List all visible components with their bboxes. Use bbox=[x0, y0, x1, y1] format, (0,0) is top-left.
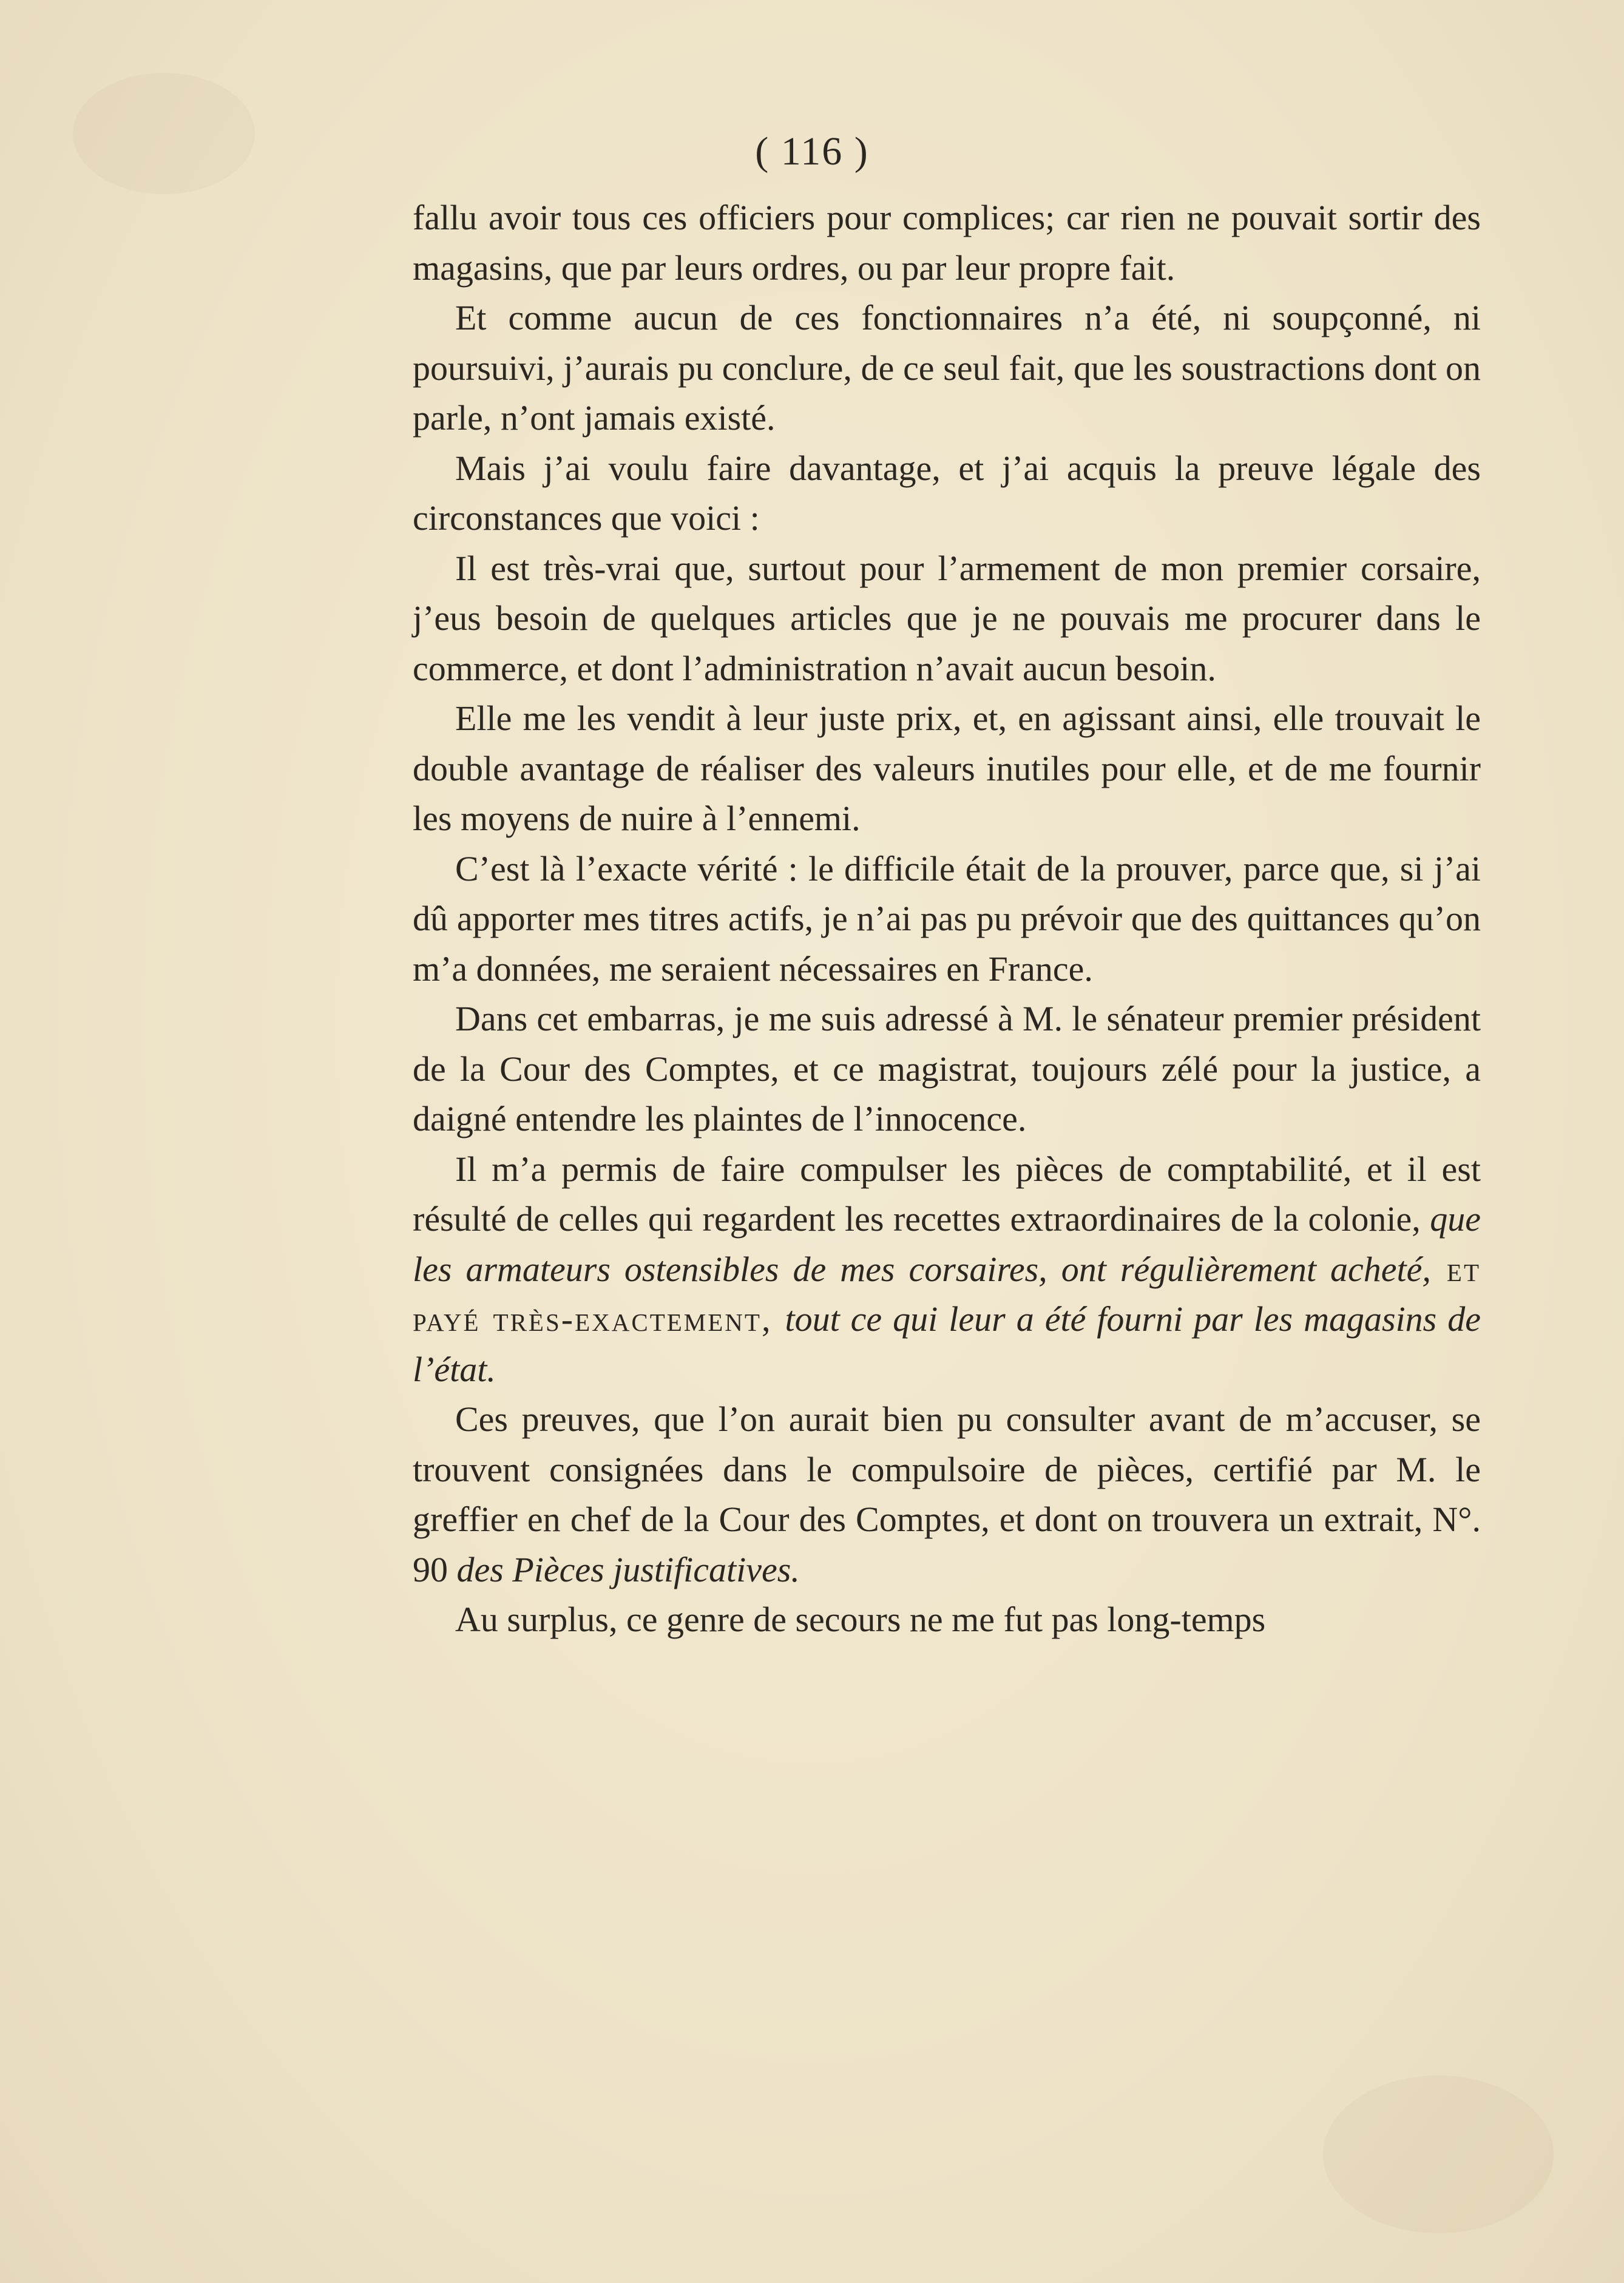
paper-stain bbox=[1323, 2075, 1554, 2233]
text-run: Elle me les vendit à leur juste prix, et, en agissant ainsi, elle trouvait le double avantage de réaliser des valeurs inutiles pour elle, et de me fournir les moyens de nuire à l’ennemi. bbox=[413, 698, 1481, 838]
paragraph bbox=[413, 694, 1481, 844]
paragraph bbox=[413, 994, 1481, 1145]
text-run: Au surplus, ce genre de secours ne me fut pas long-temps bbox=[455, 1600, 1266, 1639]
paragraph bbox=[413, 1395, 1481, 1595]
text-run: Et comme aucun de ces fonctionnaires n’a été, ni soupçonné, ni poursuivi, j’aurais pu conclure, de ce seul fait, que les soustractions dont on parle, n’ont jamais existé. bbox=[413, 298, 1481, 438]
text-run: Il est très-vrai que, surtout pour l’armement de mon premier corsaire, j’eus besoin de quelques articles que je ne pouvais me procurer dans le commerce, et dont l’administration n’avait aucun besoin. bbox=[413, 548, 1481, 688]
smallcaps-text-run: et payé très-exactement, bbox=[413, 1249, 1481, 1339]
paragraph bbox=[413, 1145, 1481, 1395]
paragraph bbox=[413, 544, 1481, 694]
paragraph bbox=[413, 293, 1481, 444]
paragraph bbox=[413, 844, 1481, 995]
text-run: fallu avoir tous ces officiers pour complices; car rien ne pouvait sortir des magasins, que par leurs ordres, ou par leur propre fait. bbox=[413, 198, 1481, 288]
paragraph bbox=[413, 1595, 1481, 1645]
text-run: Dans cet embarras, je me suis adressé à M. le sénateur premier président de la Cour des Comptes, et ce magistrat, toujours zélé pour la justice, a daigné entendre les plaintes de l’innocence. bbox=[413, 999, 1481, 1138]
page-number: ( 116 ) bbox=[755, 129, 869, 174]
italic-text-run: tout ce qui leur a été fourni par les magasins de l’état. bbox=[413, 1299, 1481, 1389]
body-text bbox=[413, 193, 1481, 1645]
text-run: Il m’a permis de faire compulser les pièces de comptabilité, et il est résulté de celles qui regardent les recettes extraordinaires de la colonie, bbox=[413, 1149, 1481, 1239]
italic-text-run: que les armateurs ostensibles de mes corsaires, ont régulièrement acheté, bbox=[413, 1199, 1481, 1289]
text-run: Ces preuves, que l’on aurait bien pu consulter avant de m’accuser, se trouvent consignées dans le compulsoire de pièces, certifié par M. le greffier en chef de la Cour des Comptes, et dont on trouvera un extrait, N°. 90 bbox=[413, 1399, 1481, 1589]
italic-text-run: des Pièces justificatives. bbox=[456, 1549, 800, 1589]
paragraph bbox=[413, 193, 1481, 293]
text-run: Mais j’ai voulu faire davantage, et j’ai acquis la preuve légale des circonstances que voici : bbox=[413, 448, 1481, 538]
paragraph bbox=[413, 444, 1481, 544]
text-run: C’est là l’exacte vérité : le difficile était de la prouver, parce que, si j’ai dû apporter mes titres actifs, je n’ai pas pu prévoir que des quittances qu’on m’a données, me seraient nécessaires en France. bbox=[413, 848, 1481, 989]
